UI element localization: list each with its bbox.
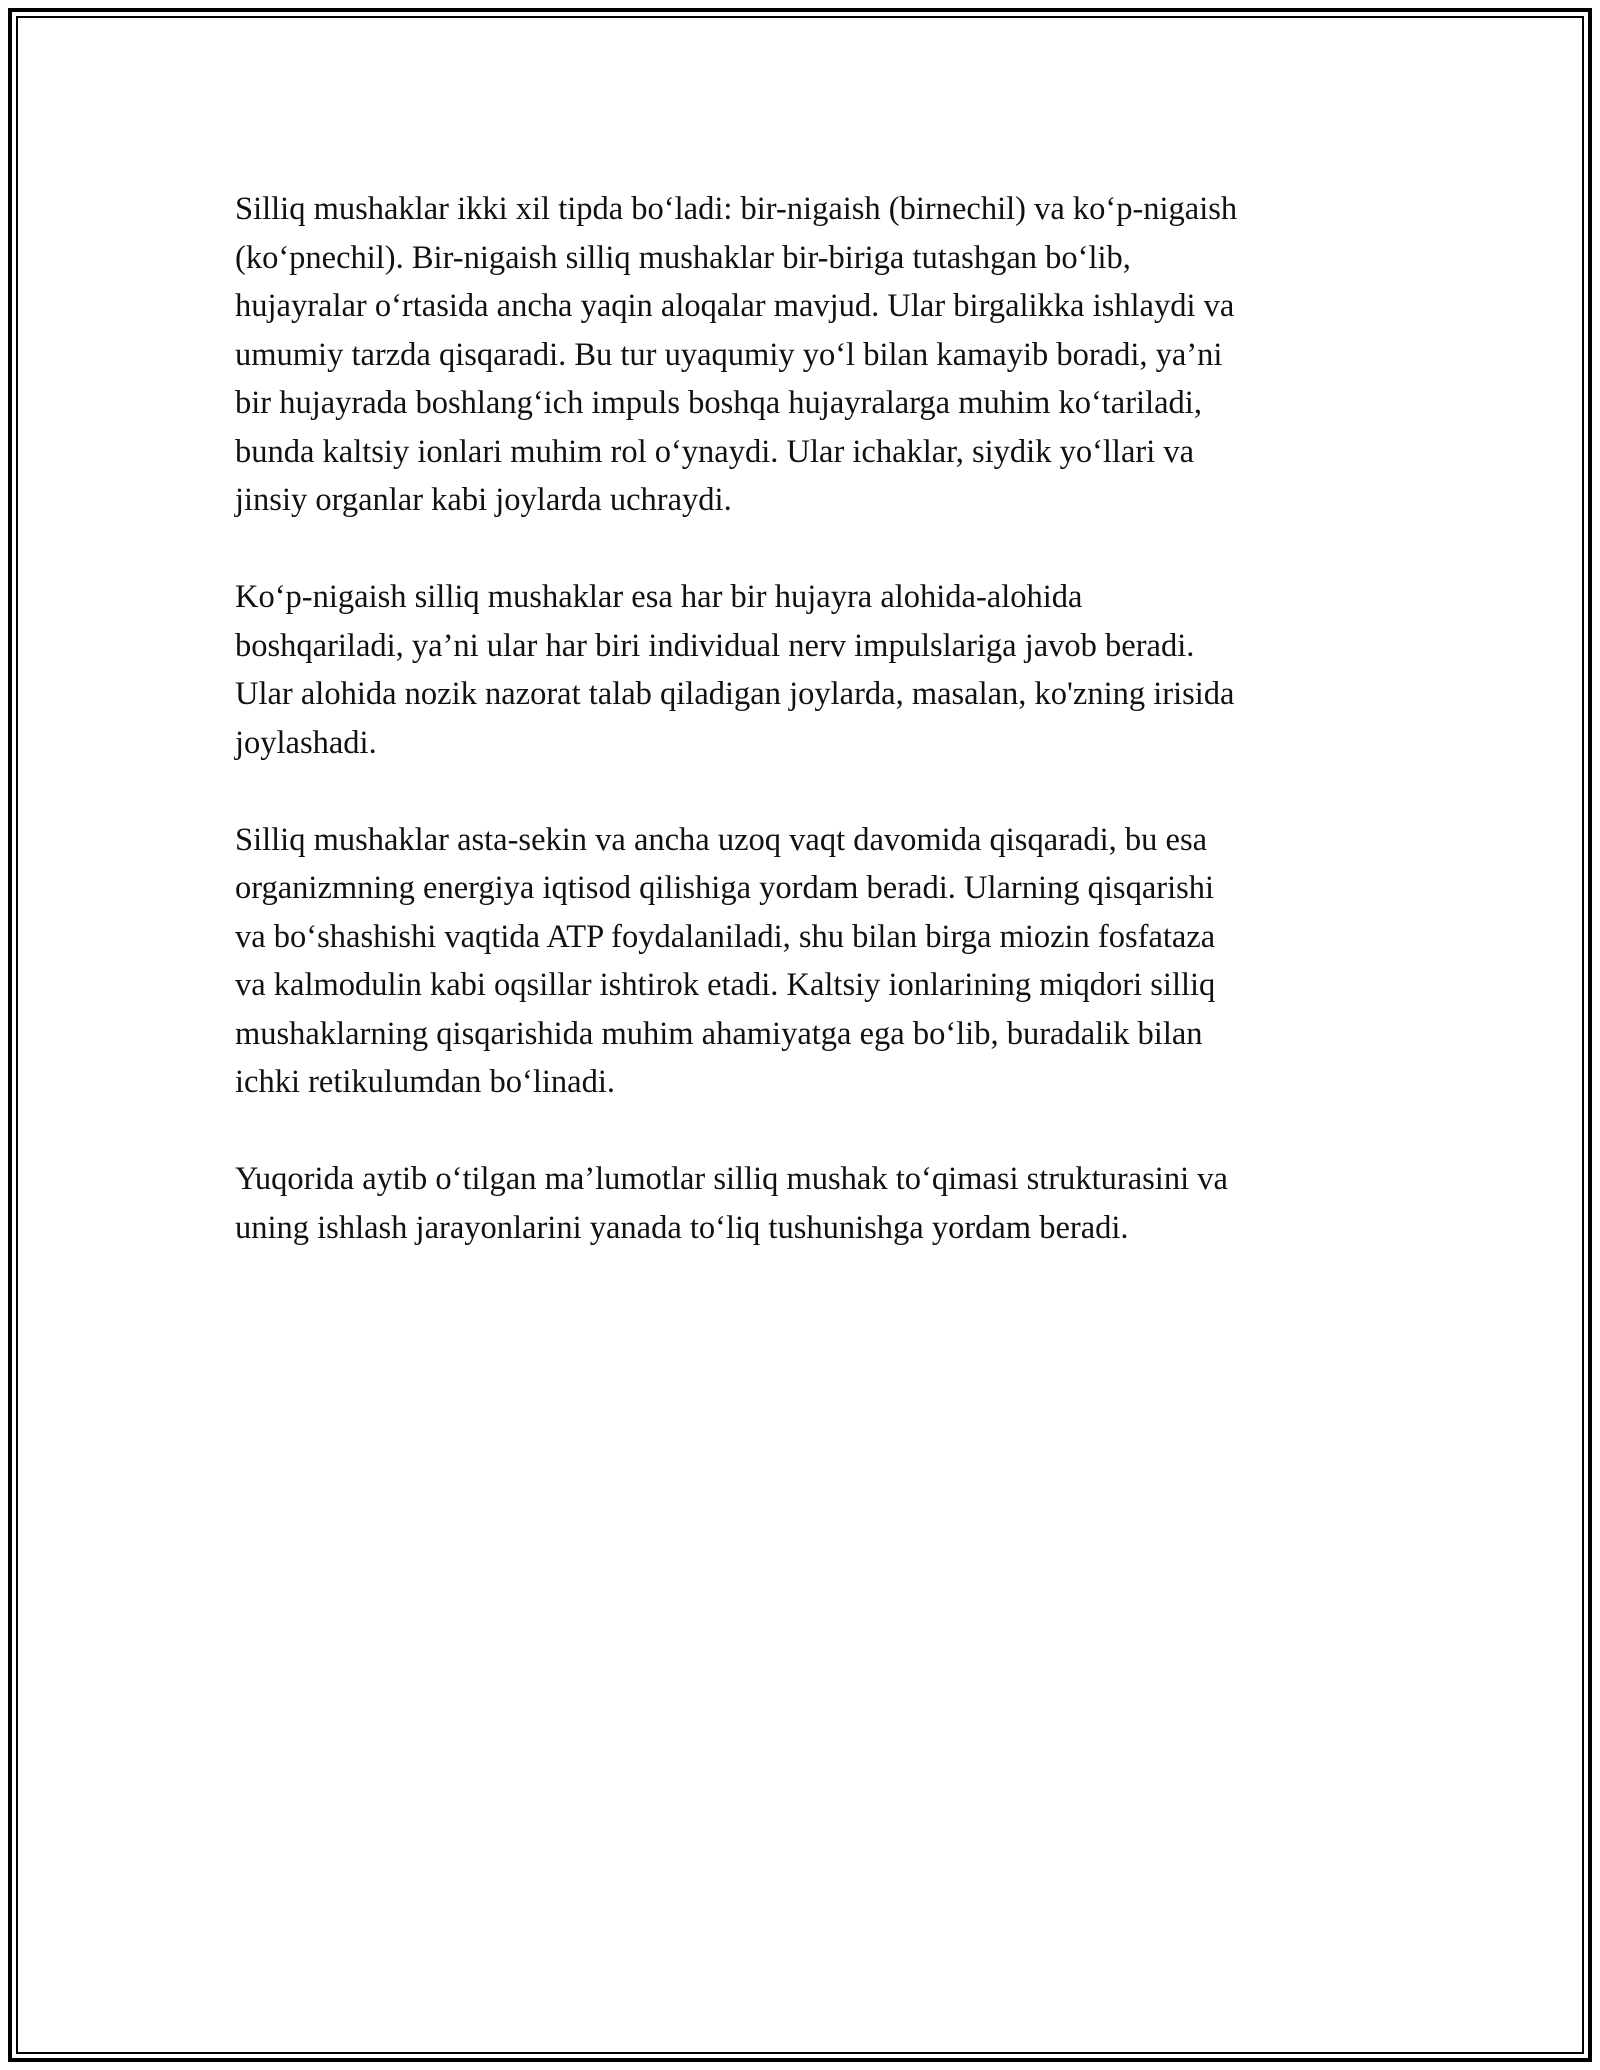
document-body: [235, 185, 1375, 1301]
paragraph-3: Silliq mushaklar asta-sekin va ancha uzoq vaqt davomida qisqaradi, bu esa organizmning energiya iqtisod qilishiga yordam beradi. Ularning qisqarishi va bo‘shashishi vaqtida ATP foydalaniladi, shu bilan birga miozin fosfataza va kalmodulin kabi oqsillar ishtirok etadi. Kaltsiy ionlarining miqdori silliq mushaklarning qisqarishida muhim ahamiyatga ega bo‘lib, buradalik bilan ichki retikulumdan bo‘linadi.: [235, 821, 1216, 1100]
paragraph-4: Yuqorida aytib o‘tilgan ma’lumotlar silliq mushak to‘qimasi strukturasini va uning ishlash jarayonlarini yanada to‘liq tushunishga yordam beradi.: [235, 1161, 1228, 1246]
paragraph-1: Silliq mushaklar ikki xil tipda bo‘ladi: bir-nigaish (birnechil) va ko‘p-nigaish (ko‘pnechil). Bir-nigaish silliq mushaklar bir-biriga tutashgan bo‘lib, hujayralar o‘rtasida ancha yaqin aloqalar mavjud. Ular birgalikka ishlaydi va umumiy tarzda qisqaradi. Bu tur uyaqumiy yo‘l bilan kamayib boradi, ya’ni bir hujayrada boshlang‘ich impuls boshqa hujayralarga muhim ko‘tariladi, bunda kaltsiy ionlari muhim rol o‘ynaydi. Ular ichaklar, siydik yo‘llari va jinsiy organlar kabi joylarda uchraydi.: [235, 191, 1238, 518]
paragraph-2: Ko‘p-nigaish silliq mushaklar esa har bir hujayra alohida-alohida boshqariladi, ya’ni ular har biri individual nerv impulslariga javob beradi. Ular alohida nozik nazorat talab qiladigan joylarda, masalan, ko'zning irisida joylashadi.: [235, 579, 1235, 761]
